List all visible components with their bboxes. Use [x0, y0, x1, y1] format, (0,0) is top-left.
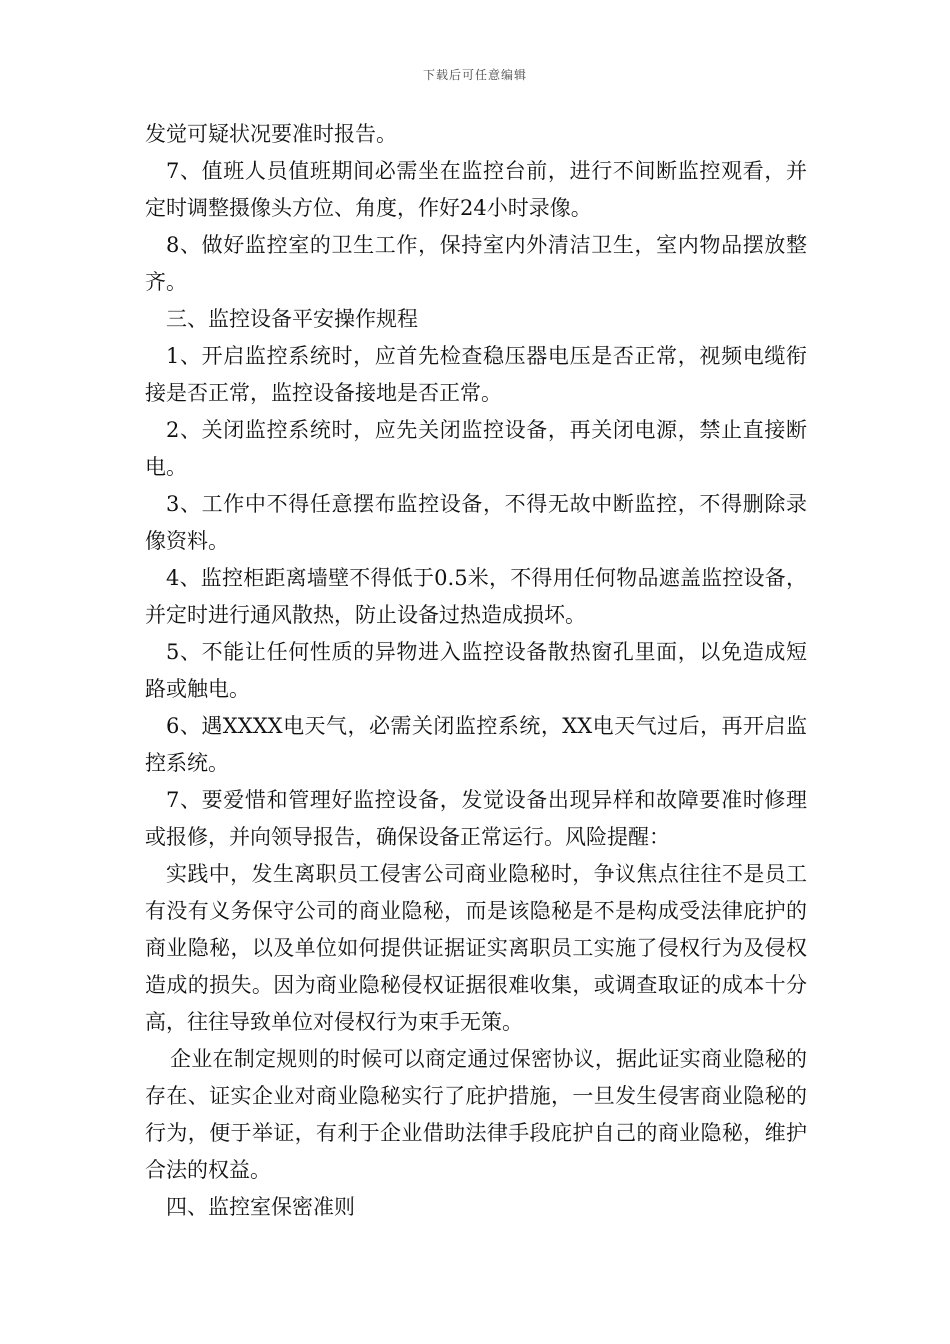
paragraph-item-2-shutdown: 2、关闭监控系统时，应先关闭监控设备，再关闭电源，禁止直接断电。 [145, 418, 807, 479]
paragraph-item-5-foreign-objects: 5、不能让任何性质的异物进入监控设备散热窗孔里面，以免造成短路或触电。 [145, 640, 807, 701]
section-heading-3: 三、监控设备平安操作规程 [166, 307, 418, 331]
document-body [145, 116, 807, 1226]
paragraph-item-4-placement: 4、监控柜距离墙壁不得低于0.5米，不得用任何物品遮盖监控设备，并定时进行通风散热，防止设备过热造成损坏。 [145, 566, 807, 627]
section-heading-4: 四、监控室保密准则 [166, 1195, 355, 1219]
paragraph-continuation: 发觉可疑状况要准时报告。 [145, 122, 397, 146]
paragraph-item-1-startup: 1、开启监控系统时，应首先检查稳压器电压是否正常，视频电缆衔接是否正常，监控设备接地是否正常。 [145, 344, 807, 405]
paragraph-risk-advice: 企业在制定规则的时候可以商定通过保密协议，据此证实商业隐秘的存在、证实企业对商业隐秘实行了庇护措施，一旦发生侵害商业隐秘的行为，便于举证，有利于企业借助法律手段庇护自己的商业隐秘，维护合法的权益。 [145, 1047, 807, 1182]
page-header: 下载后可任意编辑 [422, 68, 527, 82]
paragraph-item-7-maintenance: 7、要爱惜和管理好监控设备，发觉设备出现异样和故障要准时修理或报修，并向领导报告，确保设备正常运行。风险提醒： [145, 788, 807, 849]
paragraph-item-6-weather: 6、遇XXXX电天气，必需关闭监控系统，XX电天气过后，再开启监控系统。 [145, 714, 807, 775]
paragraph-item-7-duty: 7、值班人员值班期间必需坐在监控台前，进行不间断监控观看，并定时调整摄像头方位、角度，作好24小时录像。 [145, 159, 807, 220]
paragraph-risk-practice: 实践中，发生离职员工侵害公司商业隐秘时，争议焦点往往不是员工有没有义务保守公司的商业隐秘，而是该隐秘是不是构成受法律庇护的商业隐秘，以及单位如何提供证据证实离职员工实施了侵权行为及侵权造成的损失。因为商业隐秘侵权证据很难收集，或调查取证的成本十分高，往往导致单位对侵权行为束手无策。 [145, 862, 807, 1034]
paragraph-item-8-cleaning: 8、做好监控室的卫生工作，保持室内外清洁卫生，室内物品摆放整齐。 [145, 233, 807, 294]
paragraph-item-3-operation: 3、工作中不得任意摆布监控设备，不得无故中断监控，不得删除录像资料。 [145, 492, 807, 553]
